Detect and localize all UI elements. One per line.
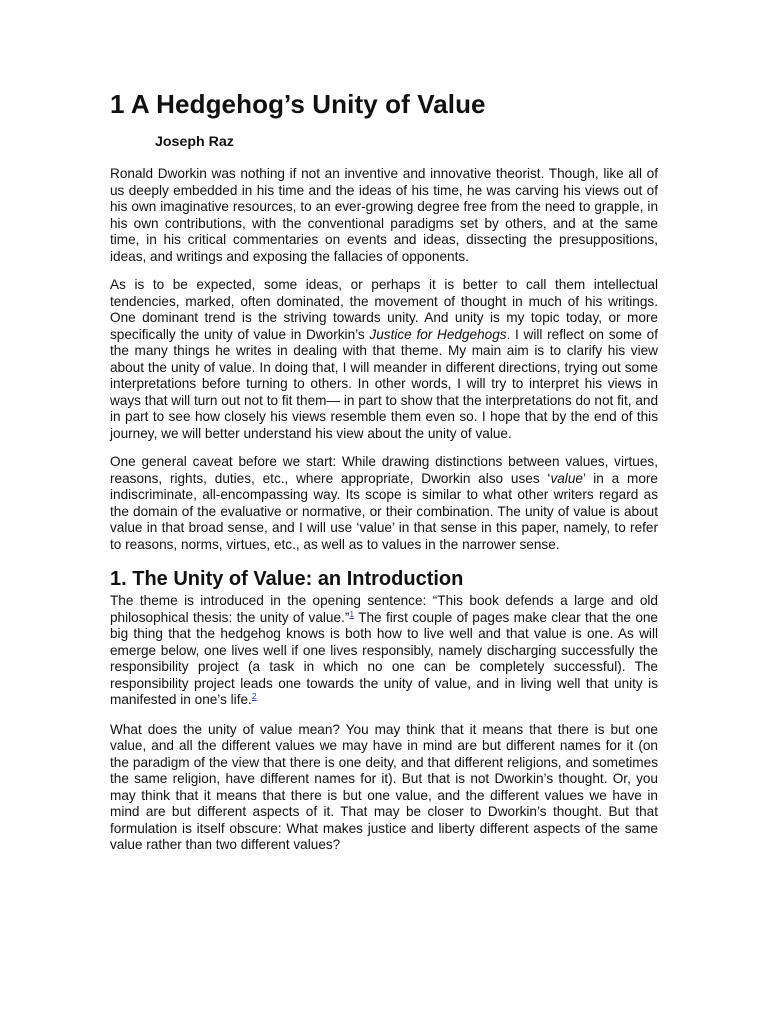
author-name: Joseph Raz — [155, 134, 234, 150]
value-emphasis: value — [550, 470, 583, 486]
paragraph-4 — [110, 593, 658, 709]
section-heading: 1. The Unity of Value: an Introduction — [110, 568, 464, 590]
paragraph-3-text-2: ’ in a more indiscriminate, all-encompassing way. Its scope is similar to what other writers regard as the domain of the evaluative or normative, or their combination. The unity of value is about value in that broad sense, and I will use ‘value’ in that sense in this paper, namely, to refer to reasons, norms, virtues, etc., as well as to values in the narrower sense. — [110, 470, 658, 552]
paragraph-3-text-1: One general caveat before we start: While drawing distinctions between values, virtues, reasons, rights, duties, etc., where appropriate, Dworkin also uses ‘ — [110, 454, 658, 486]
paragraph-5: What does the unity of value mean? You may think that it means that there is but one value, and all the different values we may have in mind are but different names for it (on the paradigm of the view that there is one deity, and that different religions, and sometimes the same religion, have different names for it). But that is not Dworkin’s thought. Or, you may think that it means that there is but one value, and the different values we have in mind are but different aspects of it. That may be closer to Dworkin’s thought. But that formulation is itself obscure: What makes justice and liberty different aspects of the same value rather than two different values? — [110, 721, 658, 852]
paragraph-3 — [110, 454, 658, 553]
paragraph-2 — [110, 277, 658, 442]
paragraph-2-text-2: . I will reflect on some of the many things he writes in dealing with that theme. My main aim is to clarify his view about the unity of value. In doing that, I will meander in different directions, trying out some interpretations before turning to others. In other words, I will try to interpret his views in ways that will turn out not to fit them— in part to show that the interpretations do not fit, and in part to see how closely his views resemble them even so. I hope that by the end of this journey, we will better understand his view about the unity of value. — [110, 326, 658, 441]
document-page — [110, 86, 658, 854]
footnote-link-2[interactable]: 2 — [251, 691, 257, 701]
chapter-title: 1 A Hedgehog’s Unity of Value — [110, 89, 486, 119]
book-title-italic: Justice for Hedgehogs — [369, 326, 507, 342]
paragraph-4-text-2: The first couple of pages make clear that the one big thing that the hedgehog knows is both how to live well and that value is one. As will emerge below, one lives well if one lives responsibly, namely discharging successfully the responsibility project (a task in which no one can be completely successful). The responsibility project leads one towards the unity of value, and in living well that unity is manifested in one’s life. — [110, 609, 658, 707]
paragraph-1: Ronald Dworkin was nothing if not an inventive and innovative theorist. Though, like all of us deeply embedded in his time and the ideas of his time, he was carving his views out of his own imaginative resources, to an ever-growing degree free from the need to grapple, in his own contributions, with the conventional paradigms set by others, and at the same time, in his critical commentaries on events and ideas, dissecting the presuppositions, ideas, and writings and exposing the fallacies of opponents. — [110, 166, 658, 264]
paragraph-2-text-1: As is to be expected, some ideas, or perhaps it is better to call them intellectual tendencies, marked, often dominated, the movement of thought in much of his writings. One dominant trend is the striving towards unity. And unity is my topic today, or more specifically the unity of value in Dworkin’s — [110, 277, 658, 342]
paragraph-4-text-1: The theme is introduced in the opening sentence: “This book defends a large and old philosophical thesis: the unity of value.” — [110, 593, 658, 625]
footnote-link-1[interactable]: 1 — [349, 608, 355, 619]
